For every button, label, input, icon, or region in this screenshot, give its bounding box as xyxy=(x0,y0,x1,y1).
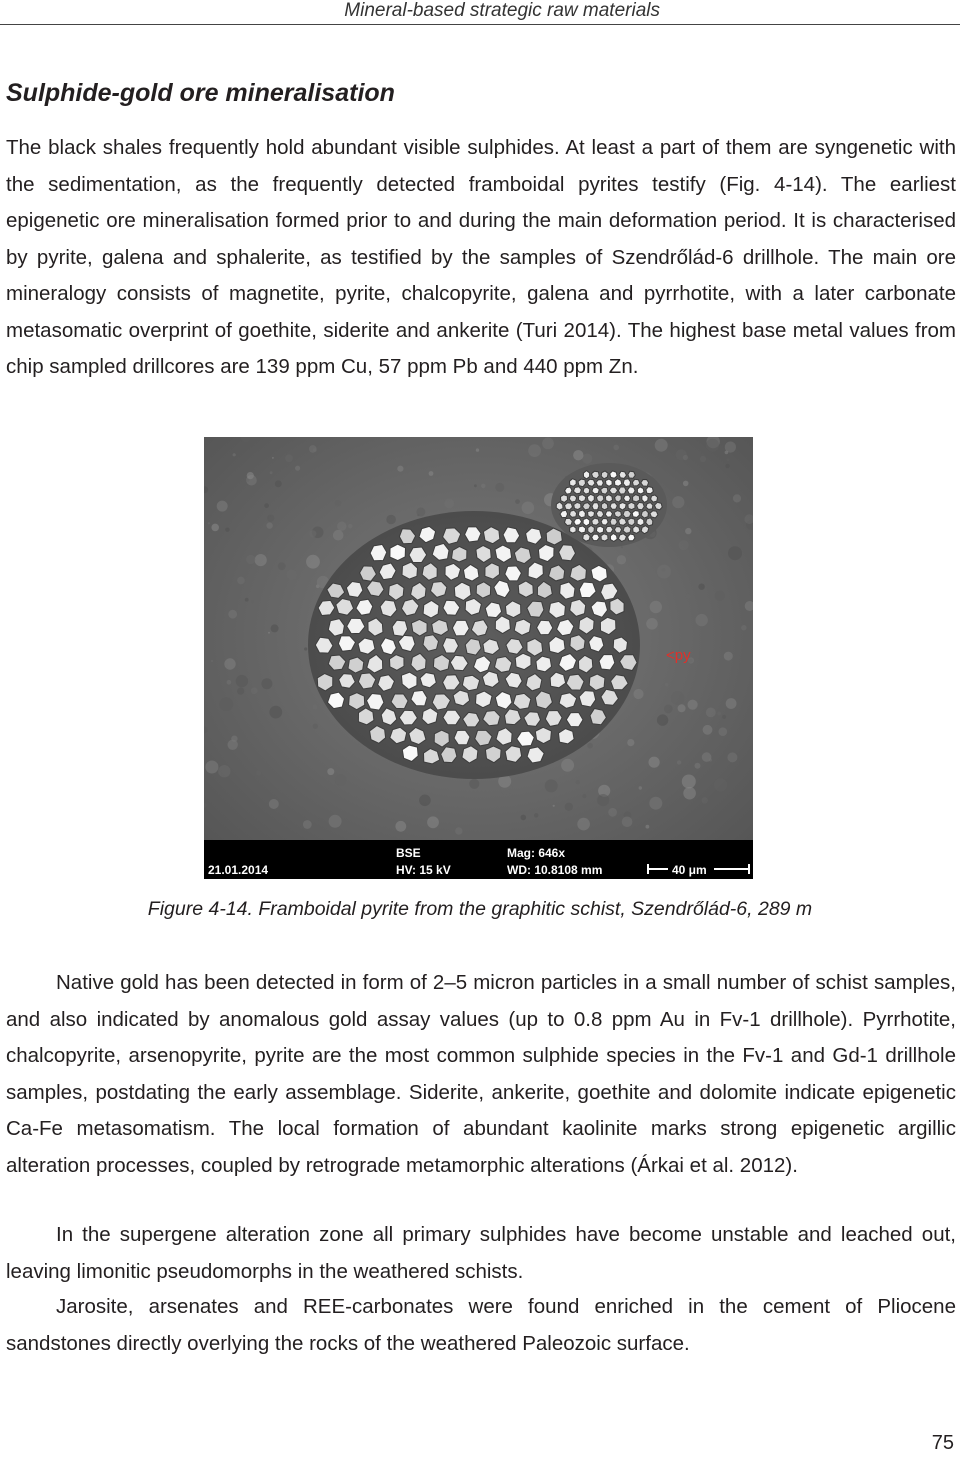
pyrite-crystal xyxy=(646,503,653,510)
sem-databar xyxy=(204,840,753,879)
sem-image xyxy=(204,437,753,879)
pyrite-crystal xyxy=(628,471,635,478)
pyrite-crystal xyxy=(614,479,621,487)
sem-magnification: Mag: 646x xyxy=(507,846,566,860)
pyrite-crystal xyxy=(583,503,591,510)
pyrite-crystal xyxy=(623,510,631,518)
running-title: Mineral-based strategic raw materials xyxy=(344,0,660,21)
pyrite-crystal xyxy=(646,487,653,494)
pyrite-crystal xyxy=(601,519,608,526)
pyrite-crystal xyxy=(637,502,645,509)
pyrite-crystal xyxy=(583,487,590,494)
pyrite-crystal xyxy=(596,510,603,517)
pyrite-crystal xyxy=(565,518,573,525)
pyrite-crystal xyxy=(390,655,405,671)
pyrite-crystal xyxy=(601,534,608,541)
pyrite-crystal xyxy=(573,487,581,494)
pyrite-crystal xyxy=(637,487,644,494)
pyrite-crystal xyxy=(610,471,617,478)
pyrite-crystal xyxy=(601,471,608,479)
pyrite-crystal xyxy=(596,526,603,533)
pyrite-crystal xyxy=(592,503,599,510)
py-label: <py xyxy=(666,647,691,664)
pyrite-crystal xyxy=(537,620,553,635)
pyrite-crystal xyxy=(569,495,577,502)
pyrite-crystal xyxy=(610,503,617,510)
pyrite-crystal xyxy=(570,526,577,533)
pyrite-crystal xyxy=(641,510,648,518)
pyrite-crystal xyxy=(592,487,599,494)
pyrite-crystal xyxy=(619,534,627,542)
pyrite-crystal xyxy=(592,518,600,525)
pyrite-crystal xyxy=(605,495,612,502)
pyrite-crystal xyxy=(628,534,635,541)
pyrite-crystal xyxy=(623,479,630,487)
pyrite-crystal xyxy=(605,511,612,518)
pyrite-crystal xyxy=(606,526,613,533)
pyrite-crystal xyxy=(633,495,640,502)
pyrite-crystal xyxy=(623,526,631,534)
figure-caption: Figure 4-14. Framboidal pyrite from the graphitic schist, Szendrőlád-6, 289 m xyxy=(147,898,813,920)
pyrite-crystal xyxy=(578,495,586,502)
pyrite-crystal xyxy=(633,526,640,534)
pyrite-crystal xyxy=(610,518,617,525)
pyrite-crystal xyxy=(624,495,631,501)
pyrite-crystal xyxy=(646,518,653,526)
pyrite-crystal xyxy=(655,502,663,510)
pyrite-crystal xyxy=(596,495,604,502)
pyrite-crystal xyxy=(619,471,626,478)
pyrite-crystal xyxy=(628,502,635,509)
pyrite-crystal xyxy=(583,518,590,526)
pyrite-crystal xyxy=(588,511,595,518)
sem-voltage: HV: 15 kV xyxy=(396,863,451,877)
pyrite-crystal xyxy=(583,471,589,479)
paragraph-3: In the supergene alteration zone all primary sulphides have become unstable and leached out, leaving limonitic pseudomorphs in the weathered schists. xyxy=(6,1223,956,1283)
section-title: Sulphide-gold ore mineralisation xyxy=(6,79,395,107)
pyrite-crystal xyxy=(601,502,607,510)
pyrite-crystal xyxy=(561,495,568,503)
pyrite-crystal xyxy=(614,527,621,533)
pyrite-crystal xyxy=(592,471,600,479)
pyrite-crystal xyxy=(390,544,406,560)
pyrite-crystal xyxy=(601,487,608,494)
pyrite-crystal xyxy=(578,479,586,487)
pyrite-crystal xyxy=(632,511,639,518)
pyrite-crystal xyxy=(570,510,577,517)
pyrite-crystal xyxy=(578,526,586,533)
paragraph-2: Native gold has been detected in form of 2–5 micron particles in a small number of schist samples, and also indicated by anomalous gold assay values (up to 0.8 ppm Au in Fv-1 drillhole). Pyrrhotite, chalcopyrite, arsenopyrite, pyrite are the most common sulphide species in the Fv-1 and Gd-1 drillhole samples, postdating the early assemblage. Siderite, ankerite, goethite and dolomite indicate epigenetic Ca-Fe metasomatism. The local formation of abundant kaolinite marks strong epigenetic argillic alteration processes, coupled by retrograde metamorphic alterations (Árkai et al. 2012). xyxy=(6,971,956,1177)
pyrite-crystal xyxy=(578,510,585,518)
pyrite-crystal xyxy=(650,511,658,518)
pyrite-crystal xyxy=(610,534,617,542)
pyrite-crystal xyxy=(633,479,640,486)
pyrite-crystal xyxy=(614,511,621,518)
pyrite-crystal xyxy=(628,518,635,526)
pyrite-crystal xyxy=(596,480,603,487)
pyrite-crystal xyxy=(574,502,581,509)
paragraph-4: Jarosite, arsenates and REE-carbonates were found enriched in the cement of Pliocene sandstones directly overlying the rocks of the weathered Paleozoic surface. xyxy=(6,1295,956,1355)
page-header xyxy=(0,0,960,25)
pyrite-crystal xyxy=(609,487,617,494)
page-number: 75 xyxy=(931,1432,954,1454)
pyrite-crystal xyxy=(637,518,644,526)
pyrite-crystal xyxy=(565,503,573,510)
pyrite-crystal xyxy=(619,518,627,526)
pyrite-crystal xyxy=(618,487,626,494)
pyrite-crystal xyxy=(651,495,658,502)
paragraph-1: The black shales frequently hold abundant visible sulphides. At least a part of them are syngenetic with the sedimentation, as the frequently detected framboidal pyrites testify (Fig. 4-14). The earliest epigenetic ore mineralisation formed prior to and during the main deformation period. It is characterised by pyrite, galena and sphalerite, as testified by the samples of Szendrőlád-6 drillhole. The main ore mineralogy consists of magnetite, pyrite, chalcopyrite, galena and pyrrhotite, with a later carbonate metasomatic overprint of goethite, siderite and ankerite (Turi 2014). The highest base metal values from chip sampled drillcores are 139 ppm Cu, 57 ppm Pb and 440 ppm Zn. xyxy=(6,136,956,378)
scale-bar-label: 40 μm xyxy=(672,863,707,877)
pyrite-crystal xyxy=(615,495,622,502)
pyrite-crystal xyxy=(592,534,600,541)
sem-micrograph xyxy=(204,437,753,879)
pyrite-crystal xyxy=(570,479,577,487)
sem-date: 21.01.2014 xyxy=(208,863,269,877)
pyrite-crystal xyxy=(606,479,613,486)
pyrite-crystal xyxy=(587,494,594,502)
pyrite-crystal xyxy=(583,533,590,541)
sem-detector: BSE xyxy=(396,846,421,860)
sem-working-distance: WD: 10.8108 mm xyxy=(507,863,603,877)
pyrite-crystal xyxy=(588,526,595,534)
pyrite-crystal xyxy=(642,495,648,503)
pyrite-crystal xyxy=(627,487,635,494)
